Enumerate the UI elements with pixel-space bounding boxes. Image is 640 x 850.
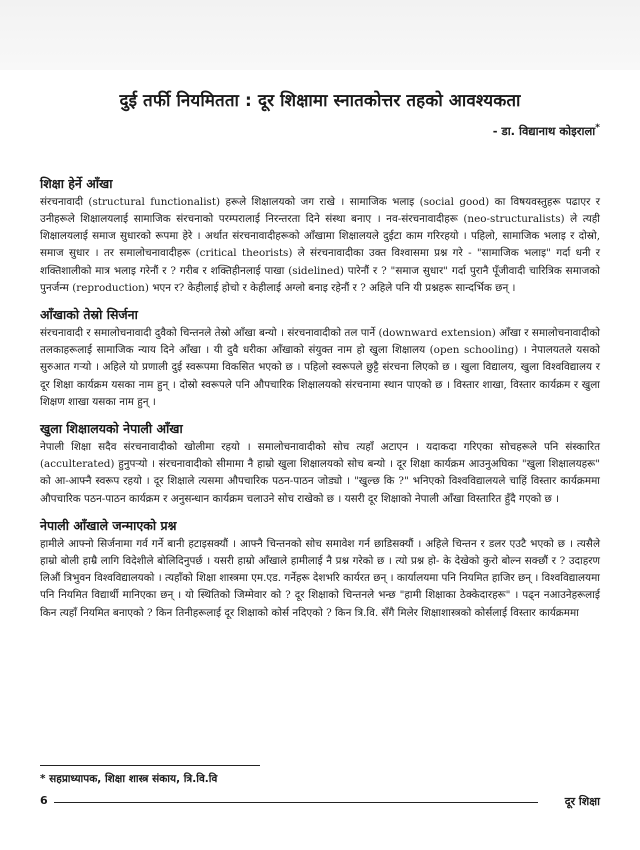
section-4 <box>40 517 600 622</box>
article-page <box>40 78 600 622</box>
author-name: - डा. विद्यानाथ कोइराला <box>492 123 596 138</box>
page-footer <box>40 794 600 810</box>
section-heading: खुला शिक्षालयको नेपाली आँखा <box>40 421 183 437</box>
section-heading: आँखाको तेस्रो सिर्जना <box>40 307 138 323</box>
journal-name: दूर शिक्षा <box>564 795 600 808</box>
section-body: संरचनावादी र समालोचनावादी दुवैको चिन्तनले तेस्रो आँखा बन्यो । संरचनावादीको तल पार्ने (downward extension) आँखा र समालोचनावादीको तलकाहरूलाई सामाजिक न्याय दिने आँखा । यी दुवै धरीका आँखाको संयुक्त नाम हो खुला शिक्षालय (open schooling) । नेपालयतले यसको सुरुआत गर्‍यो । अहिले यो प्रणाली दुई स्वरूपमा विकसित भएको छ । पहिलो स्वरूपले छुट्टै संरचना लिएको छ । खुला विद्यालय, खुला विश्वविद्यालय र दूर शिक्षा कार्यक्रम यसका नाम हुन् । दोस्रो स्वरूपले पनि औपचारिक शिक्षालयको संरचनामा स्थान पाएको छ । विस्तार शाखा, विस्तार कार्यक्रम र खुला शिक्षण शाखा यसका नाम हुन् । <box>40 327 600 408</box>
section-heading: शिक्षा हेर्ने आँखा <box>40 175 113 191</box>
section-3 <box>40 420 600 508</box>
section-body: हामीले आफ्नो सिर्जनामा गर्व गर्ने बानी हटाइसक्यौं । आफ्नै चिन्तनको सोच समावेश गर्न छाडिसक्यौं । अहिले चिन्तन र डलर एउटै भएको छ । त्यसैले हाम्रो बोली हाम्रै लागि विदेशीले बोलिदिनुपर्छ । यसरी हाम्रो आँखाले हामीलाई नै प्रश्न गरेको छ । त्यो प्रश्न हो- के देखेको कुरो बोल्न सक्छौं र ? उदाहरण लिऔं त्रिभुवन विश्वविद्यालयको । त्यहाँको शिक्षा शास्त्रमा एम.एड. गर्नेहरू देशभरि कार्यरत छन् । कार्यालयमा पनि नियमित हाजिर छन् । विश्वविद्यालयमा पनि नियमित विद्यार्थी मानिएका छन् । यो स्थितिको जिम्मेवार को ? दूर शिक्षाको चिन्तनले भन्छ "हामी शिक्षाका ठेक्केदारहरू" । पढ्न नआउनेहरूलाई किन त्यहाँ नियमित बनाएको ? किन तिनीहरूलाई दूर शिक्षाको कोर्स नदिएको ? किन त्रि.वि. सँगै मिलेर शिक्षाशास्त्रको कोर्सलाई विस्तार कार्यक्रममा <box>40 537 600 619</box>
footer-rule <box>54 802 538 803</box>
section-body: संरचनावादी (structural functionalist) हरूले शिक्षालयको जग राखे । सामाजिक भलाइ (social good) का विषयवस्तुहरू पढाएर र उनीहरूले शिक्षालयलाई सामाजिक संरचनाको परम्परालाई निरन्तरता दिने संस्था बनाए । नव-संरचनावादीहरू (neo-structuralists) ले त्यही शिक्षालयलाई समाज सुधारको रूपमा हेरे । अर्थात संरचनावादीहरूको आँखामा शिक्षालयले दुईटा काम गरिरहयो । पहिलो, सामाजिक भलाइ र दोस्रो, समाज सुधार । तर समालोचनावादीहरू (critical theorists) ले संरचनावादीका उक्त विश्वासमा प्रश्न गरे - "सामाजिक भलाइ" गर्दा धनी र शक्तिशालीको मात्र भलाइ गरेनौं र ? गरीब र शक्तिहीनलाई पाखा (sidelined) पारेनौं र ? "समाज सुधार" गर्दा पुरानै पूँजीवादी चारित्रिक समाजको पुनर्जन्म (reproduction) भएन र? केहीलाई होचो र केहीलाई अग्लो बनाइ रहेनौं र ? अहिले पनि यी प्रश्नहरू सान्दर्भिक छन् । <box>40 195 600 294</box>
scanned-top-band <box>0 0 640 70</box>
section-heading: नेपाली आँखाले जन्माएको प्रश्न <box>40 517 177 533</box>
author-line <box>40 123 600 139</box>
footnote-divider <box>40 765 260 766</box>
page-number: 6 <box>40 794 48 807</box>
author-footnote-mark: * <box>595 123 600 133</box>
section-body: नेपाली शिक्षा सदैव संरचनावादीको खोलीमा रहयो । समालोचनावादीको सोच त्यहाँ अटाएन । यदाकदा गरिएका सोचहरूले पनि संस्कारित (acculterated) हुनुपर्‍यो । संरचनावादीको सीमामा नै हाम्रो खुला शिक्षालयको सोच बन्यो । दूर शिक्षा कार्यक्रम आउनुअघिका "खुला शिक्षालयहरू" को आ-आफ्नै स्वरूप रहयो । दूर शिक्षाले त्यसमा औपचारिक पठन-पाठन जोड्यो । "खुल्छ कि ?" भनिएको विश्वविद्यालयले चाहिं विस्तार कार्यक्रममा औपचारिक पठन-पाठन कार्यक्रम र अनुसन्धान कार्यक्रम चलाउने सोच राखेको छ । यसरी दूर शिक्षाको नेपाली आँखा विस्तारित हुँदै गएको छ । <box>40 441 600 505</box>
section-2 <box>40 306 600 411</box>
footnote: * सहप्राध्यापक, शिक्षा शास्त्र संकाय, त्रि.वि.वि <box>40 773 218 785</box>
article-title: दुई तर्फी नियमितता : दूर शिक्षामा स्नातकोत्तर तहको आवश्यकता <box>119 91 521 111</box>
section-1 <box>40 175 600 297</box>
